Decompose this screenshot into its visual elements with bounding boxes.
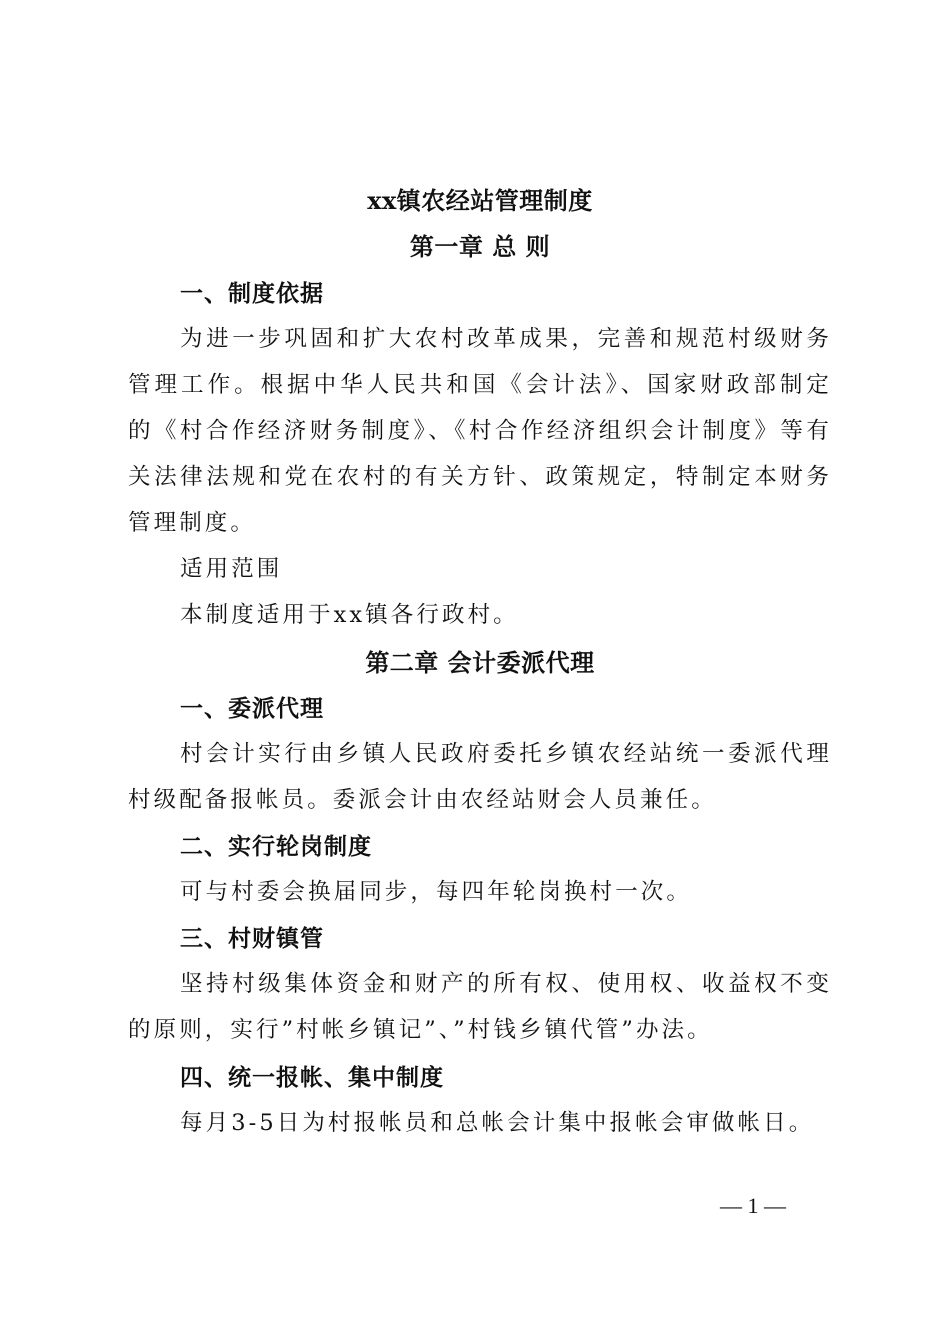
section-heading-scope: 适用范围 xyxy=(180,556,283,582)
paragraph-scope: 本制度适用于xx镇各行政村。 xyxy=(180,602,519,628)
section-heading-unified-reporting: 四、统一报帐、集中制度 xyxy=(180,1065,444,1091)
section-heading-rotation: 二、实行轮岗制度 xyxy=(180,834,372,860)
chapter-1-title: 第一章 总 则 xyxy=(409,232,551,261)
section-heading-town-management: 三、村财镇管 xyxy=(180,926,324,952)
chapter-2-title: 第二章 会计委派代理 xyxy=(365,648,595,677)
page-number: — 1 — xyxy=(720,1193,786,1218)
document-title: xx镇农经站管理制度 xyxy=(367,186,593,215)
section-heading-appointment: 一、委派代理 xyxy=(180,696,324,722)
paragraph-basis: 为进一步巩固和扩大农村改革成果，完善和规范村级财务管理工作。根据中华人民共和国《会计法》、国家财政部制定的《村合作经济财务制度》、《村合作经济组织会计制度》等有关法律法规和党在农村的有关方针、政策规定，特制定本财务管理制度。 xyxy=(128,326,832,536)
paragraph-unified-reporting: 每月3-5日为村报帐员和总帐会计集中报帐会审做帐日。 xyxy=(180,1110,815,1136)
paragraph-town-management: 坚持村级集体资金和财产的所有权、使用权、收益权不变的原则，实行”村帐乡镇记”、”村钱乡镇代管”办法。 xyxy=(128,971,832,1043)
paragraph-rotation: 可与村委会换届同步，每四年轮岗换村一次。 xyxy=(180,879,693,905)
section-heading-basis: 一、制度依据 xyxy=(180,281,324,307)
paragraph-appointment: 村会计实行由乡镇人民政府委托乡镇农经站统一委派代理村级配备报帐员。委派会计由农经站财会人员兼任。 xyxy=(128,741,832,813)
